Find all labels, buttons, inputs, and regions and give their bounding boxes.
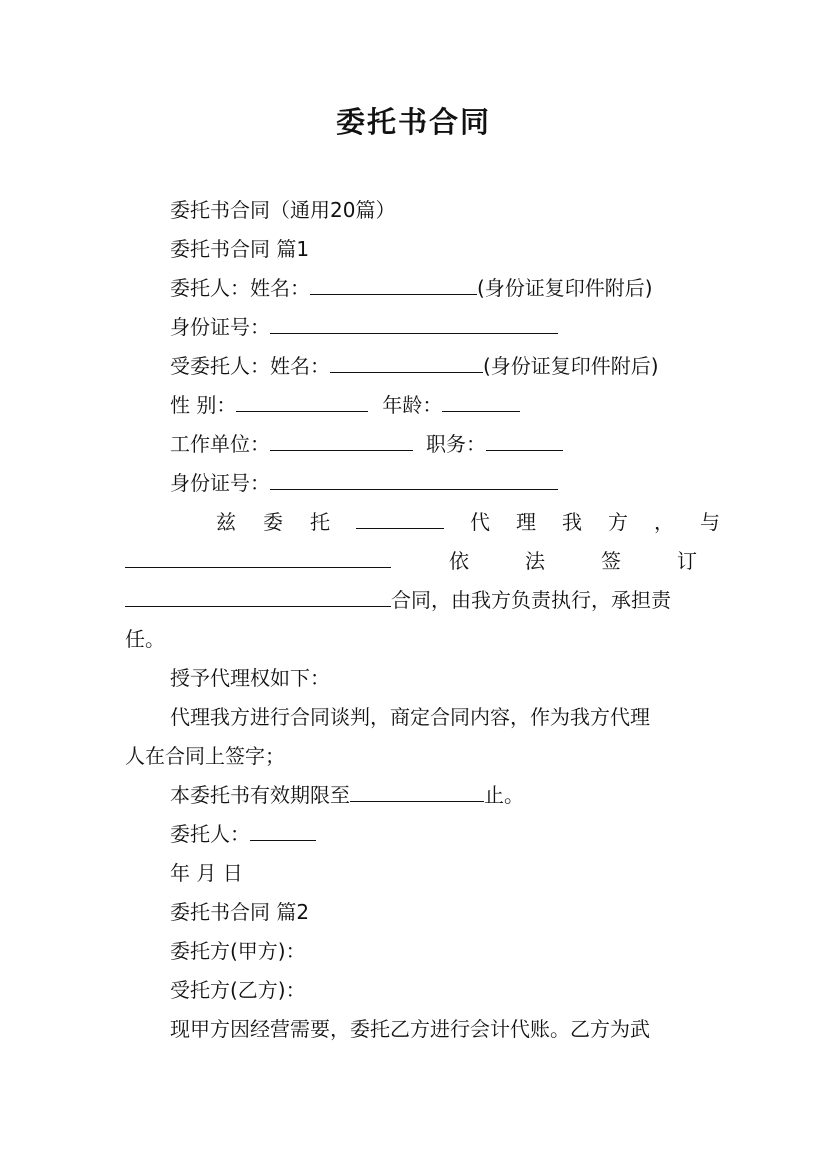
employer-row: [0, 430, 827, 458]
agent-blank: [356, 510, 444, 529]
agent-id-blank: [270, 471, 558, 490]
age-blank: [442, 393, 520, 412]
act-word: 理: [516, 510, 536, 534]
validity-row: [0, 781, 827, 809]
gender-label: 性 别：: [170, 393, 237, 417]
entrust-row: [0, 508, 827, 536]
agent-name-blank: [330, 354, 483, 373]
principal-name-blank: [310, 276, 477, 295]
sign-word: 订: [677, 549, 697, 573]
act-word: 方: [608, 510, 628, 534]
id-copy-note: (身份证复印件附后): [477, 276, 653, 300]
party-a-line: 委托方(甲方)：: [170, 939, 306, 963]
act-word: 我: [562, 510, 582, 534]
validity-prefix: 本委托书有效期限至: [170, 783, 350, 807]
employer-blank: [270, 432, 413, 451]
validity-date-blank: [350, 783, 484, 802]
act-word: 与: [700, 510, 720, 534]
entrust-word: 兹: [216, 510, 236, 534]
contract-text: 合同，由我方负责执行，承担责: [391, 588, 671, 612]
sign-word: 依: [449, 549, 469, 573]
age-label: 年龄：: [382, 393, 443, 417]
principal-name-row: [0, 274, 827, 302]
date-line: 年 月 日: [170, 861, 243, 885]
principal-id-label: 身份证号：: [170, 315, 270, 339]
entrust-word: 托: [310, 510, 330, 534]
agent-id-label: 身份证号：: [170, 471, 270, 495]
gender-blank: [236, 393, 368, 412]
signer-label: 委托人：: [170, 822, 250, 846]
signer-blank: [250, 822, 316, 841]
principal-name-label: 委托人：姓名：: [170, 276, 310, 300]
counterparty-row: [0, 547, 827, 575]
principal-id-row: [0, 313, 827, 341]
agent-id-row: [0, 469, 827, 497]
signer-row: [0, 820, 827, 848]
contract-name-blank: [125, 588, 391, 607]
principal-id-blank: [270, 315, 558, 334]
sign-word: 法: [525, 549, 545, 573]
agent-name-row: [0, 352, 827, 380]
act-word: 代: [470, 510, 490, 534]
section2-body-line: 现甲方因经营需要，委托乙方进行会计代账。乙方为武: [170, 1017, 650, 1041]
powers-line-1: 代理我方进行合同谈判，商定合同内容，作为我方代理: [170, 705, 650, 729]
position-label: 职务：: [426, 432, 486, 456]
party-b-line: 受托方(乙方)：: [170, 978, 306, 1002]
powers-heading: 授予代理权如下：: [170, 666, 330, 690]
gender-age-row: [0, 391, 827, 419]
document-subtitle: 委托书合同（通用20篇）: [170, 198, 396, 222]
powers-line-2: 人在合同上签字；: [125, 744, 285, 768]
employer-label: 工作单位：: [170, 432, 270, 456]
counterparty-blank: [125, 549, 391, 568]
agent-id-copy-note: (身份证复印件附后): [483, 354, 659, 378]
entrust-word: 委: [263, 510, 283, 534]
section-heading-2: 委托书合同 篇2: [170, 900, 310, 924]
agent-name-label: 受委托人：姓名：: [170, 354, 330, 378]
position-blank: [486, 432, 563, 451]
validity-suffix: 止。: [484, 783, 524, 807]
act-word: ，: [654, 510, 674, 534]
contract-row-end: 任。: [125, 627, 165, 651]
section-heading-1: 委托书合同 篇1: [170, 237, 310, 261]
sign-word: 签: [601, 549, 621, 573]
contract-row: [0, 586, 827, 614]
document-title: 委托书合同: [335, 105, 491, 139]
